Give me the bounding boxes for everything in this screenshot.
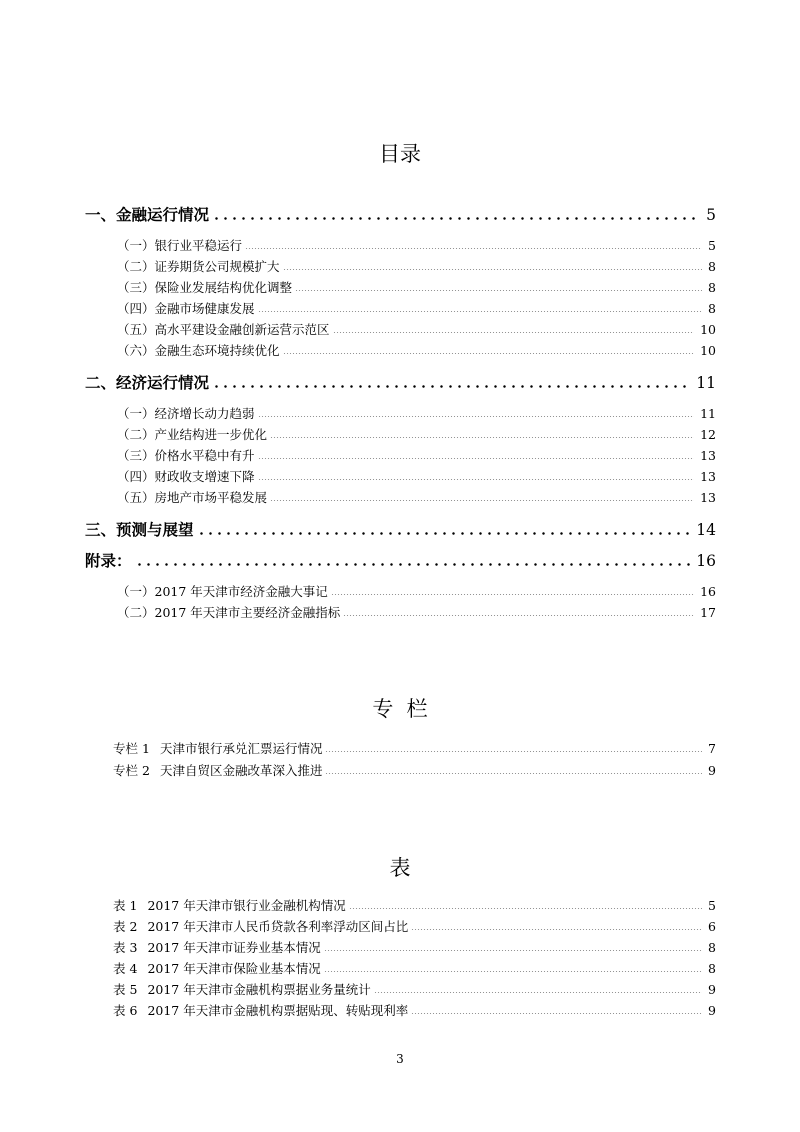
toc-section-page: 11 — [696, 374, 716, 392]
table-entry-page: 9 — [708, 982, 716, 997]
tables-title: 表 — [389, 856, 411, 880]
table-entry[interactable] — [113, 980, 716, 998]
dot-leader — [258, 303, 703, 313]
dot-leader — [325, 765, 702, 775]
dot-leader — [411, 1005, 702, 1015]
toc-item[interactable] — [117, 236, 716, 254]
table-entry-label: 2017 年天津市保险业基本情况 — [147, 961, 321, 976]
toc-item-label: （一）经济增长动力趋弱 — [117, 406, 255, 421]
toc-section[interactable] — [85, 203, 716, 225]
toc-item-label: （五）房地产市场平稳发展 — [117, 490, 268, 505]
dot-leader — [258, 471, 695, 481]
dot-leader — [283, 345, 695, 355]
toc-item-label: （三）保险业发展结构优化调整 — [117, 280, 293, 295]
toc-item[interactable] — [117, 446, 716, 464]
toc-section-page: 5 — [706, 206, 716, 224]
dot-leader — [270, 492, 694, 502]
toc-item[interactable] — [117, 257, 716, 275]
toc-section-label: 附录： — [85, 552, 132, 570]
toc-item-page: 11 — [700, 406, 716, 421]
toc-item-page: 10 — [700, 343, 716, 358]
dot-leader — [197, 523, 691, 535]
table-entry-prefix: 表 4 — [113, 961, 138, 976]
column-entry-label: 天津自贸区金融改革深入推进 — [159, 763, 323, 778]
table-entry[interactable] — [113, 938, 716, 956]
dot-leader — [135, 554, 691, 566]
toc-item-label: （五）高水平建设金融创新运营示范区 — [117, 322, 330, 337]
table-entry-label: 2017 年天津市证券业基本情况 — [147, 940, 321, 955]
table-entry[interactable] — [113, 896, 716, 914]
dot-leader — [283, 261, 703, 271]
toc-item-page: 10 — [700, 322, 716, 337]
dot-leader — [212, 376, 690, 388]
dot-leader — [349, 900, 702, 910]
toc-item-page: 13 — [700, 490, 716, 505]
toc-section-page: 14 — [696, 521, 716, 539]
toc-item[interactable] — [117, 278, 716, 296]
toc-item[interactable] — [117, 341, 716, 359]
dot-leader — [374, 984, 702, 994]
toc-section-page: 16 — [696, 552, 716, 570]
column-entry-page: 7 — [708, 741, 716, 756]
toc-item-page: 12 — [700, 427, 716, 442]
table-entry-prefix: 表 1 — [113, 898, 138, 913]
dot-leader — [324, 942, 702, 952]
toc-item[interactable] — [117, 582, 716, 600]
table-entry-page: 8 — [708, 961, 716, 976]
toc-item-page: 8 — [708, 301, 716, 316]
toc-section-label: 三、预测与展望 — [85, 521, 194, 539]
toc-item-page: 8 — [708, 259, 716, 274]
toc-item-page: 5 — [708, 238, 716, 253]
column-entry-page: 9 — [708, 763, 716, 778]
table-entry-page: 8 — [708, 940, 716, 955]
dot-leader — [343, 607, 694, 617]
toc-item-page: 13 — [700, 448, 716, 463]
dot-leader — [258, 450, 695, 460]
toc-section-label: 二、经济运行情况 — [85, 374, 210, 392]
toc-item-page: 13 — [700, 469, 716, 484]
table-entry-label: 2017 年天津市金融机构票据贴现、转贴现利率 — [147, 1003, 409, 1018]
toc-item[interactable] — [117, 404, 716, 422]
dot-leader — [212, 208, 700, 220]
toc-item-label: （二）证券期货公司规模扩大 — [117, 259, 280, 274]
dot-leader — [295, 282, 702, 292]
dot-leader — [331, 586, 694, 596]
dot-leader — [325, 743, 702, 753]
toc-section[interactable] — [85, 371, 716, 393]
toc-item-label: （三）价格水平稳中有升 — [117, 448, 255, 463]
toc-item-label: （二）产业结构进一步优化 — [117, 427, 268, 442]
toc-section-label: 一、金融运行情况 — [85, 206, 210, 224]
toc-item-label: （二）2017 年天津市主要经济金融指标 — [117, 605, 341, 620]
table-entry-prefix: 表 5 — [113, 982, 138, 997]
toc-item[interactable] — [117, 425, 716, 443]
table-entry-prefix: 表 2 — [113, 919, 138, 934]
toc-item[interactable] — [117, 320, 716, 338]
toc-item[interactable] — [117, 603, 716, 621]
table-entry-label: 2017 年天津市金融机构票据业务量统计 — [147, 982, 371, 997]
toc-item-label: （一）银行业平稳运行 — [117, 238, 243, 253]
column-entry-prefix: 专栏 2 — [113, 763, 150, 778]
toc-item-label: （一）2017 年天津市经济金融大事记 — [117, 584, 328, 599]
column-entry-label: 天津市银行承兑汇票运行情况 — [159, 741, 323, 756]
dot-leader — [324, 963, 702, 973]
table-entry-page: 9 — [708, 1003, 716, 1018]
table-entry-page: 6 — [708, 919, 716, 934]
column-entry[interactable] — [113, 761, 716, 779]
table-entry-label: 2017 年天津市银行业金融机构情况 — [147, 898, 346, 913]
toc-section[interactable] — [85, 518, 716, 540]
column-entry-prefix: 专栏 1 — [113, 741, 150, 756]
toc-title: 目录 — [379, 142, 421, 166]
table-entry[interactable] — [113, 1001, 716, 1019]
toc-section[interactable] — [85, 549, 716, 571]
toc-item[interactable] — [117, 488, 716, 506]
toc-item-label: （四）金融市场健康发展 — [117, 301, 255, 316]
page-number: 3 — [396, 1052, 404, 1066]
toc-item-page: 16 — [700, 584, 716, 599]
toc-item-label: （六）金融生态环境持续优化 — [117, 343, 280, 358]
table-entry-page: 5 — [708, 898, 716, 913]
table-entry[interactable] — [113, 959, 716, 977]
table-entry[interactable] — [113, 917, 716, 935]
toc-item[interactable] — [117, 467, 716, 485]
dot-leader — [270, 429, 694, 439]
toc-item-page: 17 — [700, 605, 716, 620]
dot-leader — [333, 324, 695, 334]
table-entry-prefix: 表 3 — [113, 940, 138, 955]
dot-leader — [245, 240, 702, 250]
columns-title: 专 栏 — [372, 697, 428, 721]
column-entry[interactable] — [113, 739, 716, 757]
dot-leader — [411, 921, 702, 931]
table-entry-prefix: 表 6 — [113, 1003, 138, 1018]
toc-item-label: （四）财政收支增速下降 — [117, 469, 255, 484]
toc-item-page: 8 — [708, 280, 716, 295]
toc-item[interactable] — [117, 299, 716, 317]
dot-leader — [258, 408, 695, 418]
table-entry-label: 2017 年天津市人民币贷款各利率浮动区间占比 — [147, 919, 409, 934]
